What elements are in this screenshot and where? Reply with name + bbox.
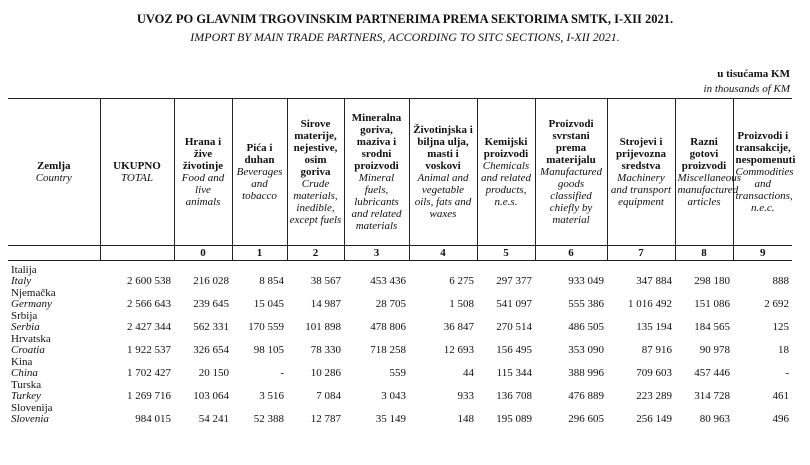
value-cell: 353 090 (568, 344, 604, 356)
value-cell: 35 149 (375, 413, 406, 425)
col-header-0: Hrana i žive životinje Food and live animals (174, 99, 232, 246)
value-cell: 12 787 (310, 413, 341, 425)
value-cell: 3 516 (259, 390, 284, 402)
country-cell: Slovenija Slovenia (11, 402, 53, 425)
value-cell: 20 150 (198, 367, 229, 379)
value-cell: 7 084 (316, 390, 341, 402)
value-cell: 2 566 643 (127, 298, 171, 310)
value-cell: 103 064 (193, 390, 229, 402)
value-cell: 1 922 537 (127, 344, 171, 356)
col-header-4: Životinjska i biljna ulja, masti i voskovi Animal and vegetable oils, fats and waxes (409, 99, 477, 246)
value-cell: 52 388 (253, 413, 284, 425)
value-cell: 2 427 344 (127, 321, 171, 333)
col-num-7: 7 (607, 246, 675, 261)
value-cell: 12 693 (443, 344, 474, 356)
country-cell: Srbija Serbia (11, 310, 40, 333)
table-row (8, 310, 792, 333)
value-cell: 216 028 (193, 275, 229, 287)
col-num-1: 1 (232, 246, 287, 261)
value-cell: 461 (772, 390, 789, 402)
col-header-country: Zemlja Country (8, 99, 100, 246)
value-cell: 28 705 (375, 298, 406, 310)
value-cell: 478 806 (370, 321, 406, 333)
value-cell: 15 045 (253, 298, 284, 310)
table-row (8, 356, 792, 379)
col-header-2: Sirove materije, nejestive, osim goriva Crude materials, inedible, except fuels (287, 99, 344, 246)
value-cell: 297 377 (496, 275, 532, 287)
value-cell: 496 (772, 413, 789, 425)
value-cell: 184 565 (694, 321, 730, 333)
col-num-6: 6 (535, 246, 607, 261)
country-cell: Hrvatska Croatia (11, 333, 51, 356)
value-cell: 888 (772, 275, 789, 287)
value-cell: 2 692 (764, 298, 789, 310)
col-num-total (100, 246, 174, 261)
value-cell: 36 847 (443, 321, 474, 333)
value-cell: 562 331 (193, 321, 229, 333)
value-cell: 984 015 (135, 413, 171, 425)
value-cell: 115 344 (496, 367, 532, 379)
col-header-9: Proizvodi i transakcije, nespomenuti Commodities and transactions, n.e.c. (733, 99, 792, 246)
value-cell: 1 269 716 (127, 390, 171, 402)
table-row (8, 379, 792, 402)
value-cell: 54 241 (198, 413, 229, 425)
value-cell: 256 149 (636, 413, 672, 425)
value-cell: 223 289 (636, 390, 672, 402)
trade-table (8, 98, 796, 425)
value-cell: 453 436 (370, 275, 406, 287)
value-cell: 1 508 (449, 298, 474, 310)
col-num-0: 0 (174, 246, 232, 261)
page-title: UVOZ PO GLAVNIM TRGOVINSKIM PARTNERIMA PREMA SEKTORIMA SMTK, I-XII 2021. (136, 12, 674, 26)
value-cell: 170 559 (248, 321, 284, 333)
value-cell: 457 446 (694, 367, 730, 379)
value-cell: 2 600 538 (127, 275, 171, 287)
table-row (8, 287, 792, 310)
value-cell: 135 194 (636, 321, 672, 333)
value-cell: 18 (778, 344, 789, 356)
value-cell: 90 978 (699, 344, 730, 356)
col-num-9: 9 (733, 246, 792, 261)
unit-label-hr: u tisućama KM (717, 68, 790, 80)
value-cell: 270 514 (496, 321, 532, 333)
col-header-1: Pića i duhan Beverages and tobacco (232, 99, 287, 246)
value-cell: 314 728 (694, 390, 730, 402)
value-cell: 1 702 427 (127, 367, 171, 379)
value-cell: 6 275 (449, 275, 474, 287)
col-header-5: Kemijski proizvodi Chemicals and related products, n.e.s. (477, 99, 535, 246)
value-cell: - (785, 367, 789, 379)
value-cell: 98 105 (253, 344, 284, 356)
value-cell: 10 286 (310, 367, 341, 379)
header-row (8, 99, 792, 246)
country-cell: Turska Turkey (11, 379, 42, 402)
table-body (8, 261, 792, 426)
col-num-country (8, 246, 100, 261)
col-header-7: Strojevi i prijevozna sredstva Machinery and transport equipment (607, 99, 675, 246)
value-cell: 933 (457, 390, 474, 402)
value-cell: 239 645 (193, 298, 229, 310)
col-header-total: UKUPNO TOTAL (100, 99, 174, 246)
col-header-6: Proizvodi svrstani prema materijalu Manufactured goods classified chiefly by material (535, 99, 607, 246)
value-cell: 151 086 (694, 298, 730, 310)
col-num-4: 4 (409, 246, 477, 261)
col-num-2: 2 (287, 246, 344, 261)
value-cell: 1 016 492 (628, 298, 672, 310)
col-num-3: 3 (344, 246, 409, 261)
country-cell: Njemačka Germany (11, 287, 56, 310)
value-cell: 555 386 (568, 298, 604, 310)
value-cell: 156 495 (496, 344, 532, 356)
value-cell: - (280, 367, 284, 379)
value-cell: 44 (463, 367, 474, 379)
column-number-row (8, 246, 792, 261)
value-cell: 709 603 (636, 367, 672, 379)
value-cell: 933 049 (568, 275, 604, 287)
value-cell: 476 889 (568, 390, 604, 402)
table-row (8, 261, 792, 288)
value-cell: 136 708 (496, 390, 532, 402)
col-num-8: 8 (675, 246, 733, 261)
value-cell: 388 996 (568, 367, 604, 379)
value-cell: 14 987 (310, 298, 341, 310)
unit-label-en: in thousands of KM (703, 83, 790, 95)
value-cell: 195 089 (496, 413, 532, 425)
value-cell: 80 963 (699, 413, 730, 425)
value-cell: 78 330 (310, 344, 341, 356)
page-subtitle: IMPORT BY MAIN TRADE PARTNERS, ACCORDING TO SITC SECTIONS, I-XII 2021. (190, 30, 620, 44)
value-cell: 559 (389, 367, 406, 379)
table-row (8, 333, 792, 356)
value-cell: 347 884 (636, 275, 672, 287)
value-cell: 38 567 (310, 275, 341, 287)
col-header-3: Mineralna goriva, maziva i srodni proizvodi Mineral fuels, lubricants and related materials (344, 99, 409, 246)
value-cell: 125 (772, 321, 789, 333)
country-cell: Kina China (11, 356, 38, 379)
value-cell: 296 605 (568, 413, 604, 425)
col-num-5: 5 (477, 246, 535, 261)
value-cell: 718 258 (370, 344, 406, 356)
value-cell: 101 898 (305, 321, 341, 333)
value-cell: 87 916 (641, 344, 672, 356)
col-header-8: Razni gotovi proizvodi Miscellaneous manufactured articles (675, 99, 733, 246)
value-cell: 148 (457, 413, 474, 425)
value-cell: 298 180 (694, 275, 730, 287)
value-cell: 326 654 (193, 344, 229, 356)
country-cell: Italija Italy (11, 264, 37, 287)
value-cell: 486 505 (568, 321, 604, 333)
value-cell: 3 043 (381, 390, 406, 402)
table-row (8, 402, 792, 425)
value-cell: 541 097 (496, 298, 532, 310)
value-cell: 8 854 (259, 275, 284, 287)
